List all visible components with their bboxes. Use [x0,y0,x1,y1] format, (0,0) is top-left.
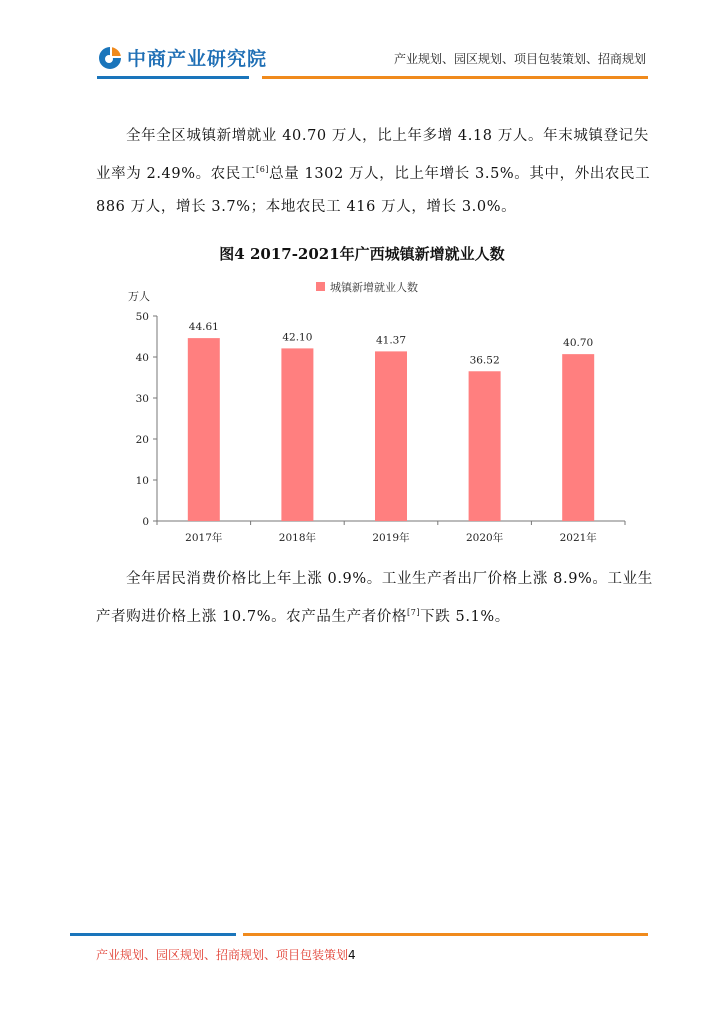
page-footer [96,946,356,963]
footnote-ref: [6] [255,165,270,174]
bar [281,348,313,521]
y-tick-label: 20 [135,434,149,446]
y-tick-label: 10 [135,475,149,487]
bar [375,351,407,521]
y-axis-unit-label: 万人 [128,290,150,303]
legend-swatch [316,282,325,291]
legend-label: 城镇新增就业人数 [330,281,418,294]
x-tick-label: 2019年 [372,532,410,544]
paragraph-text: 下跌 5.1%。 [420,608,510,625]
y-tick-label: 40 [135,352,149,364]
bar [188,338,220,521]
bar-chart [0,270,724,560]
header-rule-blue [97,76,249,79]
y-tick-label: 0 [142,516,149,528]
footer-rule-blue [70,933,236,936]
company-logo [97,44,267,71]
header-rule-orange [262,76,648,79]
y-tick-label: 30 [135,393,149,405]
bar-value-label: 42.10 [282,331,313,344]
bar-value-label: 40.70 [563,337,594,350]
footer-tagline: 产业规划、园区规划、招商规划、项目包装策划 [96,948,349,962]
bar-value-label: 44.61 [188,321,219,334]
x-tick-label: 2018年 [278,532,317,544]
bar [469,371,501,521]
paragraph-text: 全年居民消费价格比上年上涨 0.9%。工业生产者出厂价格上涨 8.9%。工业生产者购进价格上涨 10.7%。农产品生产者价格 [96,571,653,625]
chart-title: 图4 2017-2021年广西城镇新增就业人数 [219,245,505,263]
x-tick-label: 2021年 [559,532,597,544]
footnote-ref: [7] [406,608,421,617]
y-tick-label: 50 [135,311,149,323]
logo-text: 中商产业研究院 [127,48,268,70]
logo-mark-icon [97,45,123,71]
page-number: 4 [348,948,356,962]
paragraph-employment [96,120,656,224]
bar [562,354,594,521]
bar-value-label: 36.52 [469,354,500,367]
paragraph-text: 全年全区城镇新增就业 40.70 万人，比上年多增 4.18 万人。年末城镇登记失业率为 2.49%。农民工 [96,128,649,182]
bar-value-label: 41.37 [375,334,407,347]
paragraph-text: 总量 1302 万人，比上年增长 3.5%。其中，外出农民工 886 万人，增长 3.7%；本地农民工 416 万人，增长 3.0%。 [96,165,651,215]
paragraph-prices [96,563,656,634]
x-tick-label: 2017年 [185,532,223,544]
footer-rule-orange [243,933,648,936]
header-tagline: 产业规划、园区规划、项目包装策划、招商规划 [393,52,646,66]
x-tick-label: 2020年 [465,532,504,544]
